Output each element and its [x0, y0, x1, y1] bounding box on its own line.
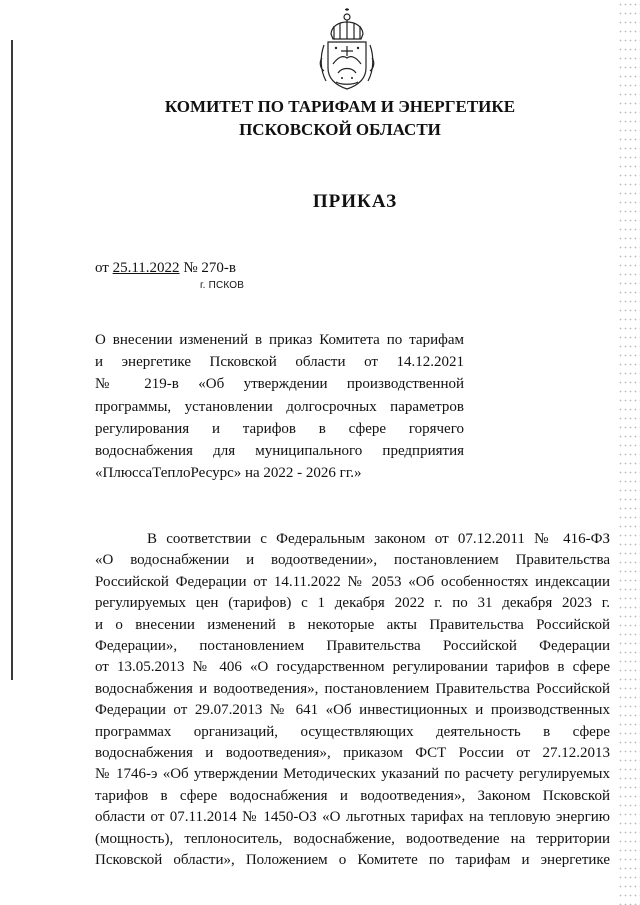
- body-line: В соответствии с Федеральным законом от 07.12.2011 № 416-ФЗ: [147, 531, 610, 547]
- committee-title-line-1: КОМИТЕТ ПО ТАРИФАМ И ЭНЕРГЕТИКЕ: [164, 97, 516, 116]
- order-number: № 270-в: [179, 260, 236, 276]
- city-label: г. ПСКОВ: [200, 280, 245, 291]
- body-text: [95, 529, 610, 872]
- document-type-heading: ПРИКАЗ: [312, 191, 398, 212]
- title-line: программы, установлении долгосрочных параметров: [95, 398, 464, 415]
- body-line: (мощность), теплоноситель, водоснабжение, водоотведение на территории: [95, 830, 610, 847]
- body-line: № 1746-э «Об утверждении Методических указаний по расчету регулируемых: [95, 766, 610, 783]
- title-line: водоснабжения для муниципального предприятия: [95, 443, 464, 460]
- pskov-coat-of-arms-icon: [318, 8, 376, 90]
- body-line: Федерации от 29.07.2013 № 641 «Об инвестиционных и производственных: [95, 702, 610, 719]
- body-line: от 13.05.2013 № 406 «О государственном регулировании тарифов в сфере: [95, 659, 610, 676]
- title-line: № 219-в «Об утверждении производственной: [95, 376, 464, 393]
- body-line: области от 07.11.2014 № 1450-ОЗ «О льготных тарифах на тепловую энергию: [95, 809, 610, 826]
- order-subject-title: [95, 329, 464, 484]
- body-line: тарифов в сфере водоснабжения и водоотведения», Законом Псковской: [95, 787, 610, 804]
- title-line: «ПлюссаТеплоРесурс» на 2022 - 2026 гг.»: [95, 465, 362, 482]
- order-date-number: [95, 258, 236, 278]
- committee-title-line-2: ПСКОВСКОЙ ОБЛАСТИ: [239, 120, 441, 139]
- body-line: «О водоснабжении и водоотведении», постановлением Правительства: [95, 552, 610, 569]
- title-line: О внесении изменений в приказ Комитета по тарифам: [95, 332, 464, 348]
- title-line: регулирования и тарифов в сфере горячего: [95, 420, 464, 437]
- order-date: 25.11.2022: [112, 260, 180, 276]
- title-line: и энергетике Псковской области от 14.12.2021: [95, 354, 464, 371]
- body-line: водоснабжения и водоотведения», постановлением Правительства Российской: [95, 680, 610, 697]
- scan-left-edge: [11, 40, 13, 680]
- scan-noise-strip: [618, 0, 640, 905]
- body-line: Российской Федерации от 14.11.2022 № 2053 «Об особенностях индексации: [95, 573, 610, 590]
- body-line: и о внесении изменений в некоторые акты Правительства Российской: [95, 616, 610, 633]
- body-line: Псковской области», Положением о Комитете по тарифам и энергетике: [95, 852, 610, 869]
- date-prefix: от: [95, 260, 113, 276]
- body-line: регулируемых цен (тарифов) с 1 декабря 2022 г. по 31 декабря 2023 г.: [95, 595, 610, 612]
- body-line: Федерации», постановлением Правительства Российской Федерации: [95, 638, 610, 655]
- body-line: программах организаций, осуществляющих деятельность в сфере: [95, 723, 610, 740]
- body-line: водоснабжения и водоотведения», приказом ФСТ России от 27.12.2013: [95, 745, 610, 762]
